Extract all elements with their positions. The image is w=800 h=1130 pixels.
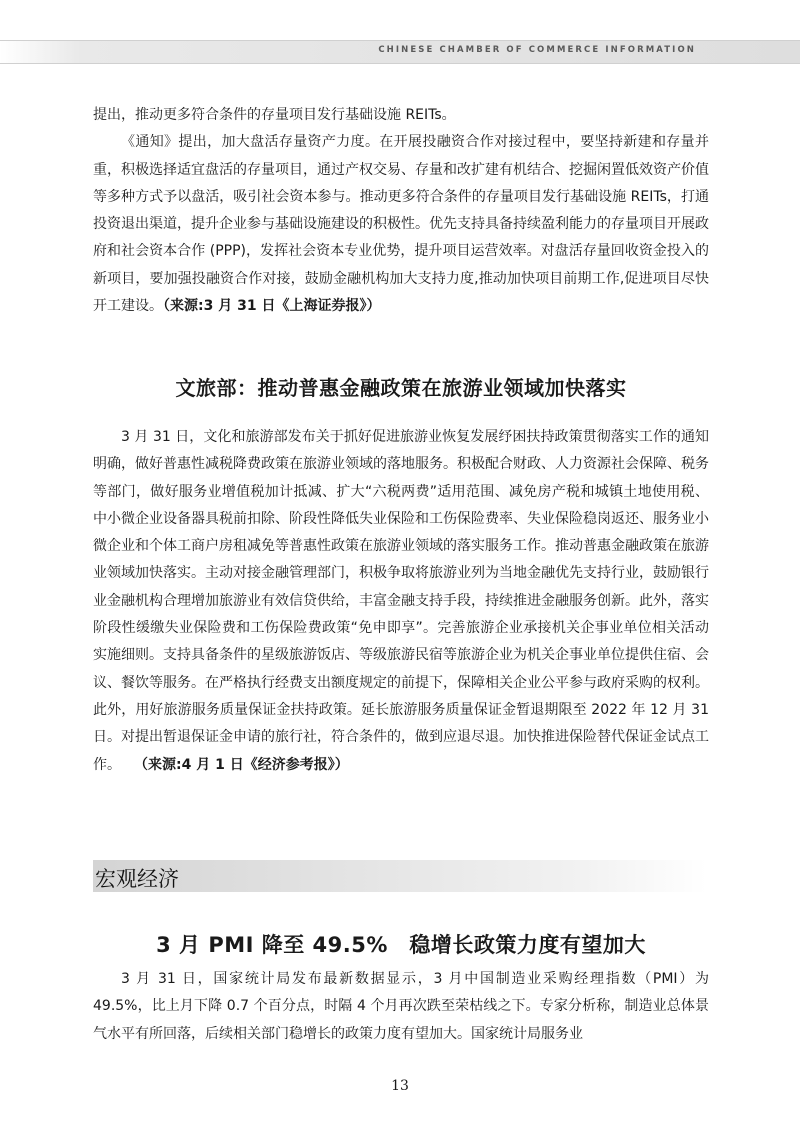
article1-paragraph-2 — [93, 129, 709, 320]
article2-paragraph-text: 3 月 31 日，文化和旅游部发布关于抓好促进旅游业恢复发展纾困扶持政策贯彻落实工作的通知明确，做好普惠性减税降费政策在旅游业领域的落地服务。积极配合财政、人力资源社会保障、税务等部门，做好服务业增值税加计抵减、扩大“六税两费”适用范围、减免房产税和城镇土地使用税、中小微企业设备器具税前扣除、阶段性降低失业保险和工伤保险费率、失业保险稳岗返还、服务业小微企业和个体工商户房租减免等普惠性政策在旅游业领域的落实服务工作。推动普惠金融政策在旅游业领域加快落实。主动对接金融管理部门，积极争取将旅游业列为当地金融优先支持行业，鼓励银行业金融机构合理增加旅游业有效信贷供给，丰富金融支持手段，持续推进金融服务创新。此外，落实阶段性缓缴失业保险费和工伤保险费政策“免申即享”。完善旅游企业承接机关企事业单位相关活动实施细则。支持具备条件的星级旅游饭店、等级旅游民宿等旅游企业为机关企事业单位提供住宿、会议、餐饮等服务。在严格执行经费支出额度规定的前提下，保障相关企业公平参与政府采购的权利。此外，用好旅游服务质量保证金扶持政策。延长旅游服务质量保证金暂退期限至 2022 年 12 月 31 日。对提出暂退保证金申请的旅行社，符合条件的，做到应退尽退。加快推进保险替代保证金试点工作。 — [93, 429, 709, 773]
article2-source: （来源:4 月 1 日《经济参考报》） — [141, 756, 349, 773]
section-band — [93, 860, 707, 892]
header-band — [0, 40, 800, 64]
header-title: CHINESE CHAMBER OF COMMERCE INFORMATION — [378, 45, 696, 55]
article3-title: 3 月 PMI 降至 49.5% 稳增长政策力度有望加大 — [156, 933, 646, 957]
page-number: 13 — [391, 1078, 409, 1094]
article2-body — [93, 424, 709, 779]
article1-paragraph-1: 提出，推动更多符合条件的存量项目发行基础设施 REITs。 — [93, 107, 456, 123]
article1-body — [93, 102, 709, 320]
article3-body — [93, 966, 709, 1048]
article2-title: 文旅部：推动普惠金融政策在旅游业领域加快落实 — [175, 376, 627, 400]
article2-paragraph — [93, 424, 709, 779]
article1-source: （来源:3 月 31 日《上海证券报》） — [163, 298, 381, 315]
article3-paragraph: 3 月 31 日，国家统计局发布最新数据显示，3 月中国制造业采购经理指数（PMI）为 49.5%，比上月下降 0.7 个百分点，时隔 4 个月再次跌至荣枯线之下。专家分析称，制造业总体景气水平有所回落，后续相关部门稳增长的政策力度有望加大。国家统计局服务业 — [93, 971, 709, 1042]
article1-paragraph-2-text: 《通知》提出，加大盘活存量资产力度。在开展投融资合作对接过程中，要坚持新建和存量并重，积极选择适宜盘活的存量项目，通过产权交易、存量和改扩建有机结合、挖掘闲置低效资产价值等多种方式予以盘活，吸引社会资本参与。推动更多符合条件的存量项目发行基础设施 REITs，打通投资退出渠道，提升企业参与基础设施建设的积极性。优先支持具备持续盈利能力的存量项目开展政府和社会资本合作 (PPP)，发挥社会资本专业优势，提升项目运营效率。对盘活存量回收资金投入的新项目，要加强投融资合作对接，鼓励金融机构加大支持力度,推动加快项目前期工作,促进项目尽快开工建设。 — [93, 134, 709, 315]
section-title: 宏观经济 — [95, 867, 179, 891]
